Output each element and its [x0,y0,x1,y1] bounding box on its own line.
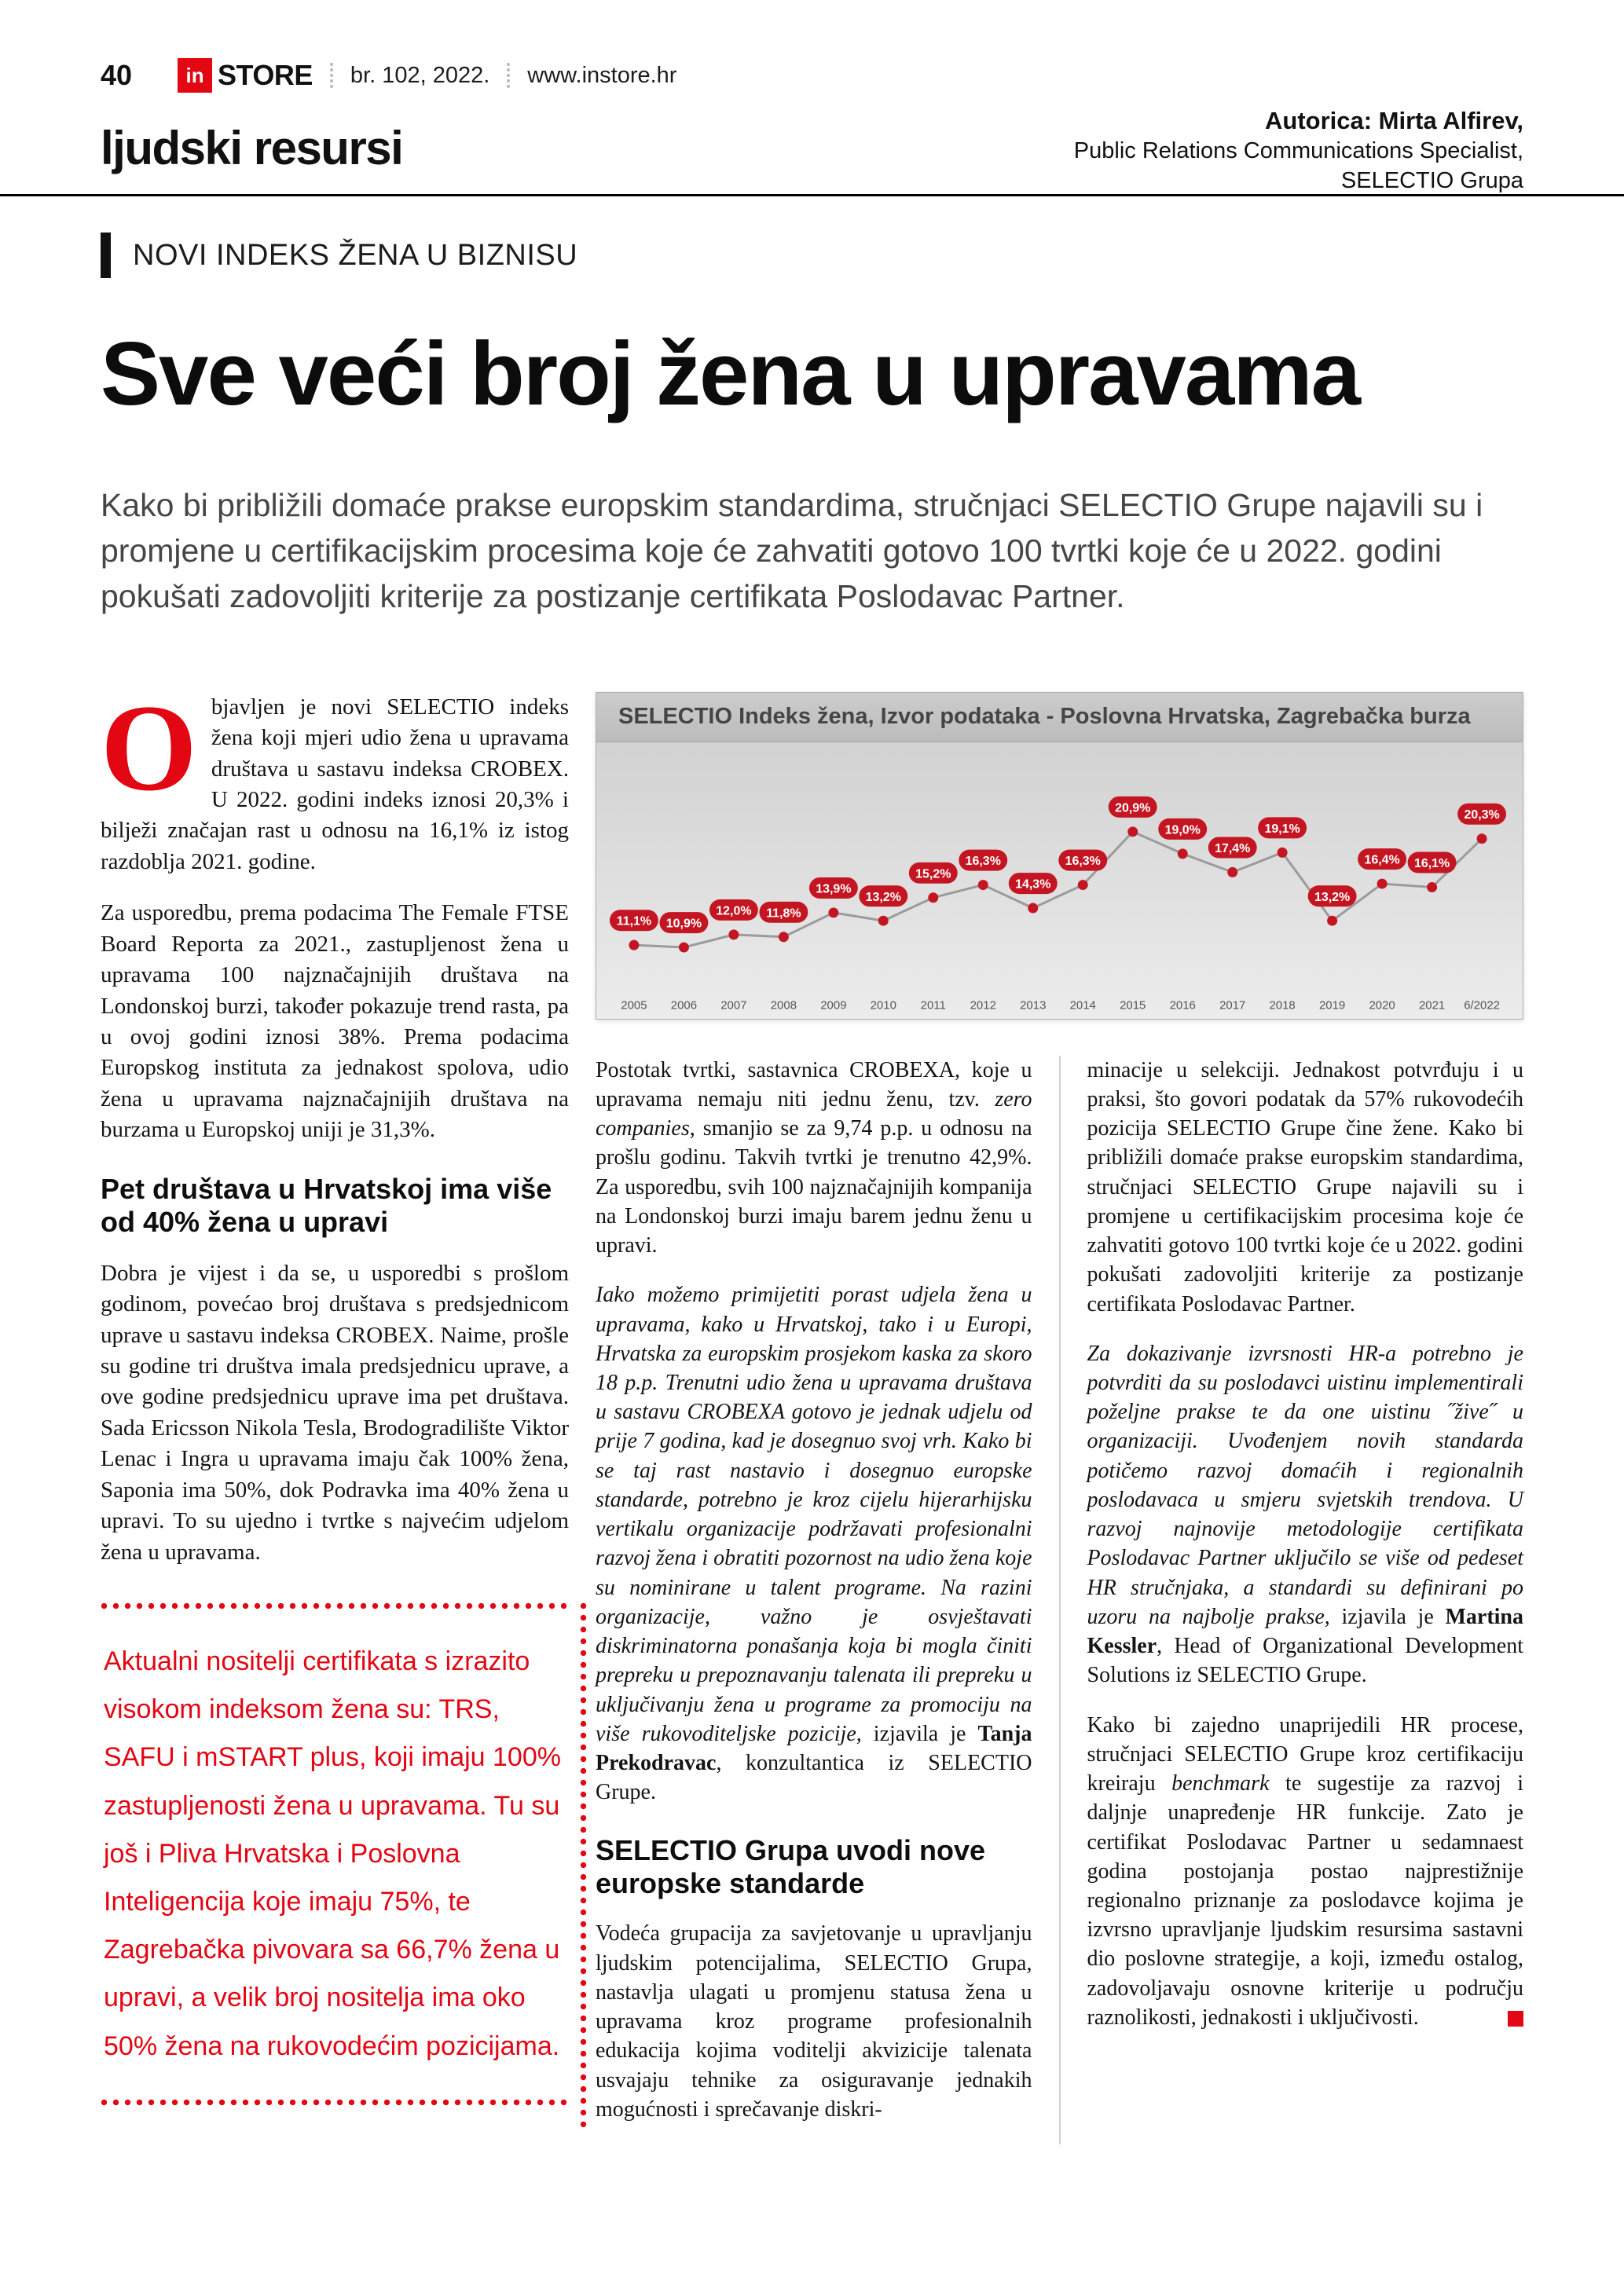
website-url: www.instore.hr [527,62,677,88]
svg-text:2020: 2020 [1369,998,1395,1013]
dotted-separator-icon [507,63,510,88]
page-header [101,58,1523,93]
column-middle [596,1056,1059,2144]
kicker-text: NOVI INDEKS ŽENA U BIZNISU [133,238,578,272]
svg-text:2007: 2007 [720,998,747,1013]
highlight-block [101,1602,569,2106]
svg-text:2011: 2011 [920,998,946,1013]
text-segment: , smanjio se za 9,74 p.p. u odnosu na prošlu godinu. Takvih tvrtki je trenutno 42,9%. Za usporedbu, svih 100 najznačajnijih kompanija na Londonskoj burzi imaju barem jednu ženu u upravi. [596,1116,1032,1258]
subhead-left: Pet društava u Hrvatskoj ima više od 40% žena u upravi [101,1172,552,1239]
quote-paragraph [596,1280,1032,1807]
logo-store-text: STORE [218,59,313,91]
svg-text:2005: 2005 [621,998,647,1013]
svg-text:14,3%: 14,3% [1015,877,1051,892]
paragraph [596,1056,1032,1261]
dotted-rule-vertical [580,1602,587,2129]
svg-text:19,1%: 19,1% [1264,822,1300,836]
attribution-lead: izjavila je [1341,1604,1446,1629]
svg-text:2014: 2014 [1069,998,1096,1013]
attribution-tail: , Head of Organizational Development Solutions iz SELECTIO Grupe. [1087,1634,1523,1688]
lead-paragraph: Kako bi približili domaće prakse europskim standardima, stručnjaci SELECTIO Grupe najavili su i promjene u certifikacijskim procesima koje će zahvatiti gotovo 100 tvrtki koje će u 2022. godini pokušati zadovoljiti kriterije za postizanje certifikata Poslodavac Partner. [101,487,1483,615]
svg-text:16,4%: 16,4% [1364,853,1400,867]
section-title: ljudski resursi [101,122,403,174]
page-number: 40 [101,59,133,91]
svg-text:2008: 2008 [770,998,797,1013]
quote-text: Za dokazivanje izvrsnosti HR-a potrebno je potvrditi da su poslodavci uistinu implementirali poželjne prakse te da one uistinu ˝žive˝ u organizaciji. Uvođenjem novih standarda potičemo razvoj domaćih i regionalnih poslodavaca u smjeru svjetskih trendova. U razvoj najnovije metodologije certifikata Poslodavac Partner uključilo se više od pedeset HR stručnjaka, a standardi su definirani po uzoru na najbolje prakse, [1087,1341,1523,1629]
article-body [101,679,1523,2144]
attribution-tail: , konzultantica iz SELECTIO Grupe. [596,1751,1032,1805]
text-segment: Kako bi zajedno unaprijedili HR procese, stručnjaci SELECTIO Grupe kroz certifikaciju kreiraju [1087,1712,1523,1796]
svg-text:2013: 2013 [1020,998,1047,1013]
svg-text:2009: 2009 [820,998,847,1013]
author-org: SELECTIO Grupa [1340,167,1523,193]
svg-text:11,8%: 11,8% [766,906,801,920]
paragraph: Za usporedbu, prema podacima The Female FTSE Board Reporta za 2021., zastupljenost žena u upravama 100 najznačajnijih društava na Londonskoj burzi, također pokazuje trend rasta, pa u ovoj godini iznosi 38%. Prema podacima Europskog instituta za jednakost spolova, udio žena u upravama najznačajnijih društava na burzama u Europskoj uniji je 31,3%. [101,900,569,1143]
svg-text:2006: 2006 [670,998,698,1013]
author-block [1074,105,1523,196]
text-italic: benchmark [1171,1771,1270,1796]
kicker-bar [101,233,111,278]
svg-text:2017: 2017 [1219,998,1246,1013]
paragraph: Vodeća grupacija za savjetovanje u upravljanju ljudskim potencijalima, SELECTIO Grupa, nastavlja ulagati u promjenu statusa žena u upravama kroz programe profesionalnih edukacija kojima voditelji akvizicije talenata usvajaju tehnike za osiguravanje jednakih mogućnosti i sprečavanje diskri- [596,1921,1032,2122]
column-right [1059,1056,1524,2144]
text-segment: Postotak tvrtki, sastavnica CROBEXA, koje u upravama nemaju niti jednu ženu, tzv. [596,1057,1032,1111]
svg-text:12,0%: 12,0% [716,904,752,918]
selectio-index-chart [596,692,1523,1020]
dropcap: O [101,679,197,817]
dotted-rule-top [101,1602,569,1609]
quote-text: Iako možemo primijetiti porast udjela žena u upravama, kako u Hrvatskoj, tako i u Europi, Hrvatska za europskim prosjekom kaska za skoro 18 p.p. Trenutni udio žena u upravama društava u sastavu CROBEXA gotovo je jednak udjelu od prije 7 godina, kad je dosegnuo svoj vrh. Kako bi se taj rast nastavio i dosegnuo europske standarde, potrebno je kroz cijelu hijerarhijsku vertikalu organizacije podržavati profesionalni razvoj žena i obratiti pozornost na udio žena koje su nominirane u talent programe. Na razini organizacije, važno je osvještavati diskriminatorna ponašanja koja bi mogla činiti prepreku u prepoznavanju talenata ili prepreku u uključivanju žena u programe za promociju na više rukovoditeljske pozicije, [596,1283,1032,1746]
svg-text:16,3%: 16,3% [1065,854,1101,868]
chart-title: SELECTIO Indeks žena, Izvor podataka - Poslovna Hrvatska, Zagrebačka burza [596,693,1523,742]
svg-text:2016: 2016 [1169,998,1196,1013]
paragraph [1087,1711,1524,2033]
logo-in-badge: in [178,58,212,93]
svg-text:2019: 2019 [1318,998,1346,1013]
svg-text:15,2%: 15,2% [915,866,951,881]
attribution-name: Tanja Prekodravac [596,1721,1032,1776]
svg-text:16,3%: 16,3% [965,854,1001,868]
lower-columns [596,1056,1523,2144]
svg-text:20,3%: 20,3% [1464,807,1500,822]
quote-paragraph [1087,1339,1524,1690]
svg-text:13,2%: 13,2% [865,890,901,904]
text-segment: te sugestije za razvoj i daljnje unapređenje HR funkcije. Zato je certifikat Poslodavac Partner u sedamnaest godina postojanja postao najprestižnije regionalno priznanje za poslodavce kojima je izvrsno upravljanje ljudskim resursima sastavni dio poslovne strategije, a koji, između ostalog, zadovoljavaju osnovne kriterije u području raznolikosti, jednakosti i uključivosti. [1087,1771,1523,2030]
dotted-rule-bottom [101,2099,569,2106]
svg-text:2010: 2010 [870,998,896,1013]
svg-text:10,9%: 10,9% [665,917,702,931]
author-role: Public Relations Communications Specialist, [1073,138,1523,164]
svg-text:2012: 2012 [970,998,996,1013]
dotted-separator-icon [330,63,333,88]
paragraph: minacije u selekciji. Jednakost potvrđuju i u praksi, što govori podatak da 57% rukovodećih pozicija SELECTIO Grupe čine žene. Kako bi približili domaće prakse europskim standardima, stručnjaci SELECTIO Grupe najavili su i promjene u certifikacijskim procesima koje će zahvatiti gotovo 100 tvrtki koje će u 2022. godini pokušati zadovoljiti kriterije za postizanje certifikata Poslodavac Partner. [1087,1057,1523,1316]
chart-plot [596,742,1523,1019]
author-name: Autorica: Mirta Alfirev, [1265,107,1523,134]
paragraph-intro [101,679,569,878]
attribution-name: Martina Kessler [1087,1604,1523,1659]
svg-text:19,0%: 19,0% [1164,823,1201,837]
right-area [596,692,1523,2144]
text-italic: zero companies [596,1086,1032,1141]
svg-text:2015: 2015 [1120,998,1146,1013]
end-of-article-mark [1508,2011,1523,2027]
column-left [101,679,569,2106]
svg-text:2021: 2021 [1418,998,1446,1013]
svg-text:20,9%: 20,9% [1115,801,1151,815]
svg-text:13,9%: 13,9% [816,882,852,896]
svg-text:6/2022: 6/2022 [1464,998,1500,1013]
headline: Sve veći broj žena u upravama [101,324,1360,424]
text-segment: bjavljen je novi SELECTIO indeks žena koji mjeri udio žena u upravama društava u sastavu indeksa CROBEX. U 2022. godini indeks iznosi 20,3% i bilježi značajan rast u odnosu na 16,1% iz istog razdoblja 2021. godine. [101,694,569,874]
svg-text:11,1%: 11,1% [616,914,652,928]
instore-logo [178,58,313,93]
kicker [101,233,1523,278]
svg-text:17,4%: 17,4% [1215,841,1251,855]
svg-text:13,2%: 13,2% [1314,890,1351,904]
svg-text:16,1%: 16,1% [1413,856,1450,870]
issue-number: br. 102, 2022. [350,62,490,88]
paragraph: Dobra je vijest i da se, u usporedbi s prošlom godinom, povećao broj društava s predsjednicom uprave u sastavu indeksa CROBEX. Naime, prošle su godine tri društva imala predsjednicu uprave, a ove godine predsjednicu uprave ima pet društava. Sada Ericsson Nikola Tesla, Brodogradilište Viktor Lenac i Ingra u upravama imaju čak 100% žena, Saponia ima 50%, dok Podravka ima 40% žena u upravi. To su ujedno i tvrtke s najvećim udjelom žena u upravama. [101,1260,569,1565]
attribution-lead: izjavila je [873,1721,978,1746]
subhead-middle: SELECTIO Grupa uvodi nove europske standarde [596,1833,986,1899]
svg-text:2018: 2018 [1269,998,1296,1013]
highlight-text: Aktualni nositelji certifikata s izrazito visokom indeksom žena su: TRS, SAFU i mSTART plus, koji imaju 100% zastupljenosti žena u upravama. Tu su još i Pliva Hrvatska i Poslovna Inteligencija koje imaju 75%, te Zagrebačka pivovara sa 66,7% žena u upravi, a velik broj nositelja ima oko 50% žena na rukovodećim pozicijama. [104,1646,561,2061]
